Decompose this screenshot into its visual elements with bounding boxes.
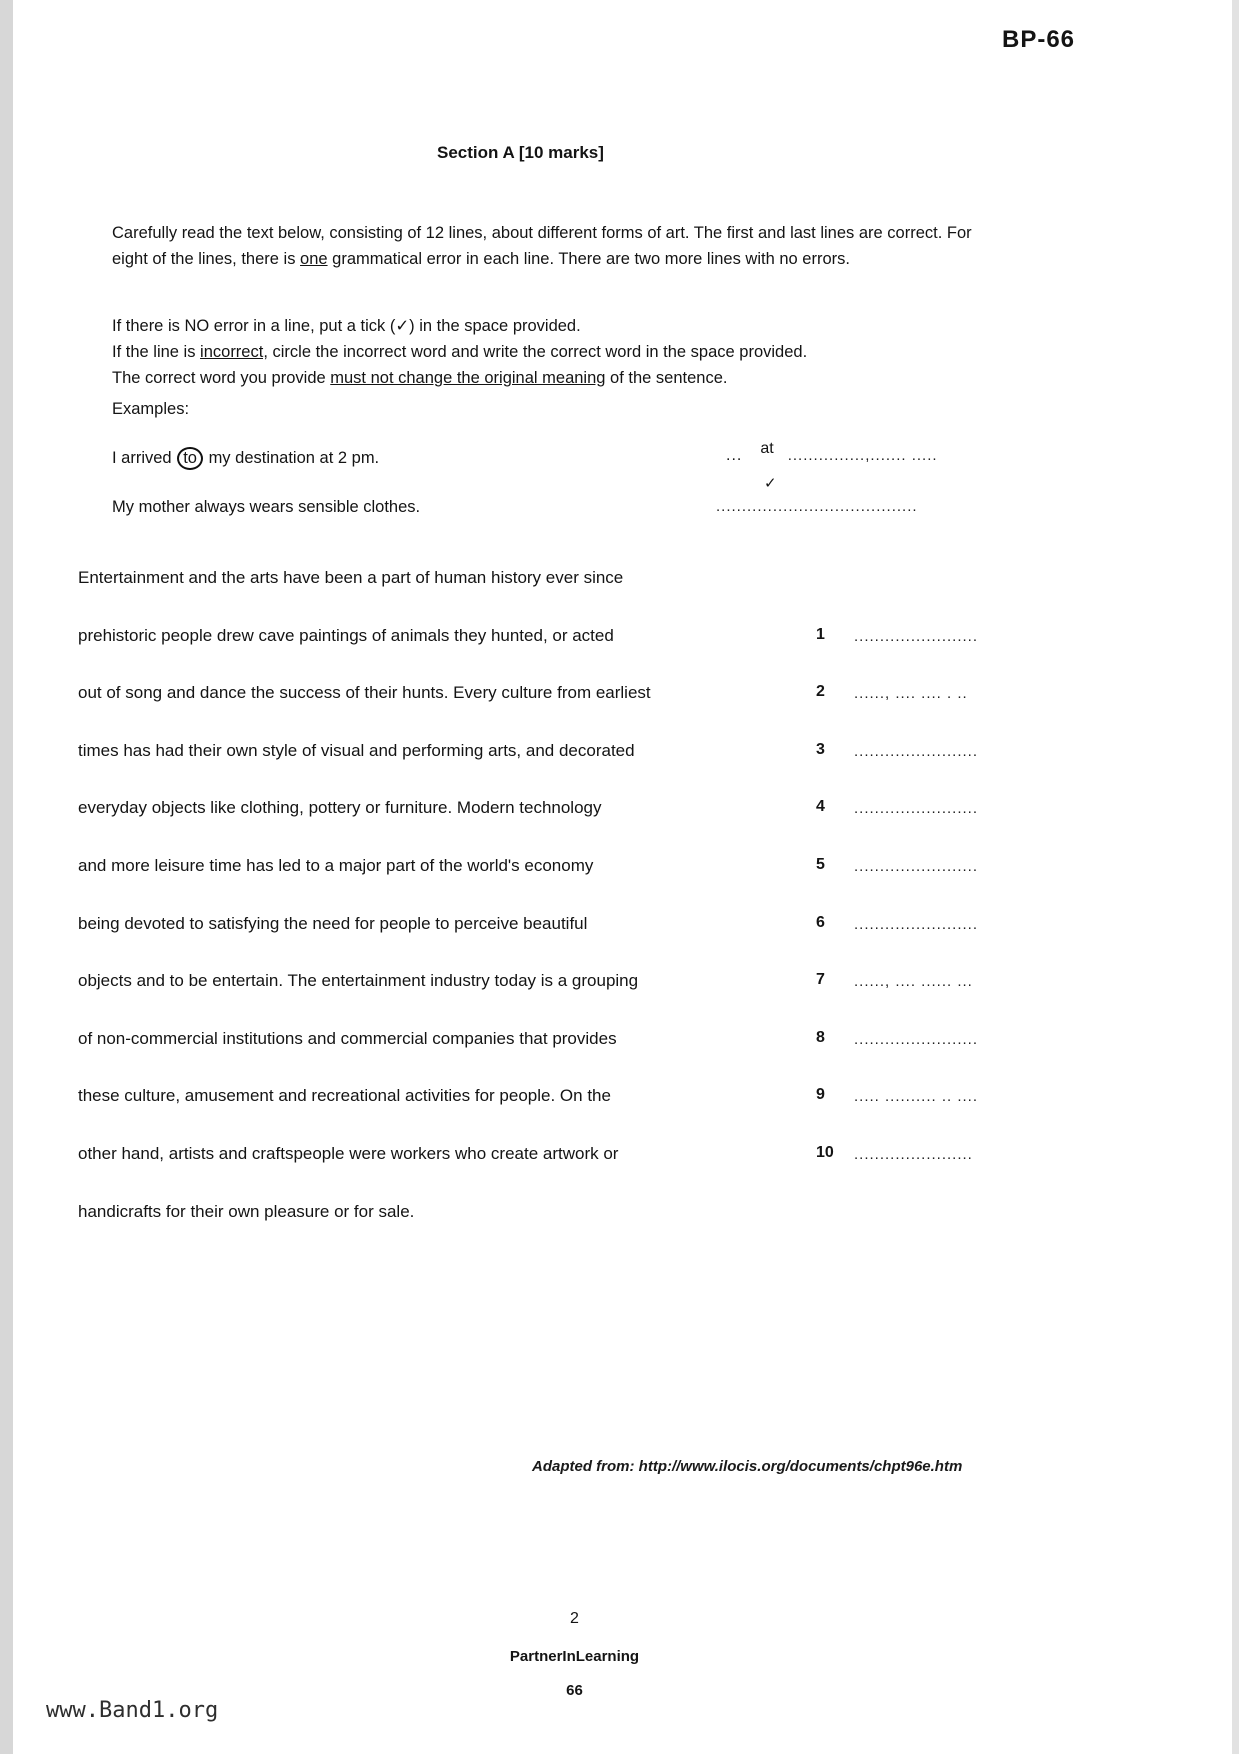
answer-blank: ........................ xyxy=(854,627,979,645)
example-2-sentence: My mother always wears sensible clothes. xyxy=(112,498,421,516)
passage-line-text: and more leisure time has led to a major part of the world's economy xyxy=(78,855,594,875)
rule-tick: If there is NO error in a line, put a tick (✓) in the space provided. xyxy=(112,317,581,335)
rule-meaning xyxy=(112,365,984,391)
answer-blank: ........................ xyxy=(854,1030,979,1048)
line-number: 9 xyxy=(816,1086,825,1104)
line-number: 2 xyxy=(816,683,825,701)
example-1-sentence xyxy=(112,447,379,470)
answer-blank: ..... .......... .. .... xyxy=(854,1088,979,1106)
line-number: 1 xyxy=(816,625,825,643)
passage-line-text: times has had their own style of visual and performing arts, and decorated xyxy=(78,740,635,760)
passage-line-text: these culture, amusement and recreational activities for people. On the xyxy=(78,1086,611,1106)
example-1-answer-blank: ...............,....... ..... xyxy=(787,447,938,464)
example-1-circled-word: to xyxy=(177,447,203,470)
instructions-reading-text-a: Carefully read the text below, consisting of 12 lines, about different forms of art. The first and last lines are correct. For eight of the lines, there is xyxy=(112,224,972,268)
page-number: 2 xyxy=(570,1610,579,1627)
answer-blank: ......, .... ...... ... xyxy=(854,973,973,991)
passage-line-text: objects and to be entertain. The entertainment industry today is a grouping xyxy=(78,971,639,991)
answer-blank: ......, .... .... . .. xyxy=(854,685,968,703)
example-1-after: my destination at 2 pm. xyxy=(208,449,380,467)
examples-label: Examples: xyxy=(112,400,190,418)
line-number: 3 xyxy=(816,740,825,758)
passage-line-text: being devoted to satisfying the need for people to perceive beautiful xyxy=(78,913,588,933)
rule-incorrect-text-b: circle the incorrect word and write the correct word in the space provided. xyxy=(267,343,808,361)
passage-line-0 xyxy=(78,568,1038,626)
rule-incorrect-emphasis: incorrect, xyxy=(200,343,268,361)
footer-brand: PartnerInLearning xyxy=(509,1648,640,1665)
passage-line-11 xyxy=(78,1202,1038,1260)
instructions-reading-text-b: grammatical error in each line. There are two more lines with no errors. xyxy=(327,250,850,268)
source-attribution: Adapted from: http://www.ilocis.org/documents/chpt96e.htm xyxy=(532,1458,963,1475)
passage-line-text: out of song and dance the success of their hunts. Every culture from earliest xyxy=(78,683,651,703)
passage-line-text: of non-commercial institutions and commercial companies that provides xyxy=(78,1028,617,1048)
answer-blank: ........................ xyxy=(854,742,979,760)
line-number: 8 xyxy=(816,1028,825,1046)
passage-line-text: everyday objects like clothing, pottery or furniture. Modern technology xyxy=(78,798,602,818)
line-number: 7 xyxy=(816,971,825,989)
passage-line-7 xyxy=(78,971,1038,1029)
passage-line-3 xyxy=(78,741,1038,799)
doc-code: BP-66 xyxy=(1002,26,1076,53)
passage-line-1 xyxy=(78,626,1038,684)
passage-line-text: prehistoric people drew cave paintings of animals they hunted, or acted xyxy=(78,625,614,645)
rule-meaning-text-b: of the sentence. xyxy=(605,369,728,387)
instructions-reading xyxy=(112,220,984,272)
example-2-answer-blank: ....................................... xyxy=(716,498,918,515)
passage-line-10 xyxy=(78,1144,1038,1202)
example-1-answer-prefix: ... xyxy=(726,447,743,464)
answer-blank: ........................ xyxy=(854,857,979,875)
passage-line-text: other hand, artists and craftspeople were workers who create artwork or xyxy=(78,1143,619,1163)
scan-edge-right xyxy=(1232,0,1239,1754)
passage-line-4 xyxy=(78,798,1038,856)
line-number: 4 xyxy=(816,798,825,816)
rule-incorrect xyxy=(112,339,984,365)
instructions-reading-emphasis: one xyxy=(300,250,328,268)
answer-blank: ....................... xyxy=(854,1145,973,1163)
instructions-rules xyxy=(112,313,984,391)
section-title: Section A [10 marks] xyxy=(437,143,604,162)
site-watermark: www.Band1.org xyxy=(46,1698,219,1723)
example-1-answer xyxy=(726,440,938,465)
passage-line-text: handicrafts for their own pleasure or for sale. xyxy=(78,1201,415,1221)
answer-blank: ........................ xyxy=(854,800,979,818)
footer-number: 66 xyxy=(566,1682,583,1699)
passage-line-2 xyxy=(78,683,1038,741)
example-1-answer-word: at xyxy=(760,440,774,457)
answer-blank: ........................ xyxy=(854,915,979,933)
passage-line-8 xyxy=(78,1029,1038,1087)
example-1-before: I arrived xyxy=(112,449,172,467)
passage-line-9 xyxy=(78,1086,1038,1144)
passage xyxy=(78,568,1038,1259)
passage-line-6 xyxy=(78,914,1038,972)
rule-meaning-emphasis: must not change the original meaning xyxy=(330,369,606,387)
scan-edge-left xyxy=(0,0,13,1754)
passage-line-5 xyxy=(78,856,1038,914)
line-number: 5 xyxy=(816,855,825,873)
example-2-tick: ✓ xyxy=(764,475,777,492)
line-number: 6 xyxy=(816,913,825,931)
rule-meaning-text-a: The correct word you provide xyxy=(112,369,331,387)
line-number: 10 xyxy=(816,1143,834,1161)
passage-line-text: Entertainment and the arts have been a part of human history ever since xyxy=(78,568,624,587)
rule-incorrect-text-a: If the line is xyxy=(112,343,201,361)
